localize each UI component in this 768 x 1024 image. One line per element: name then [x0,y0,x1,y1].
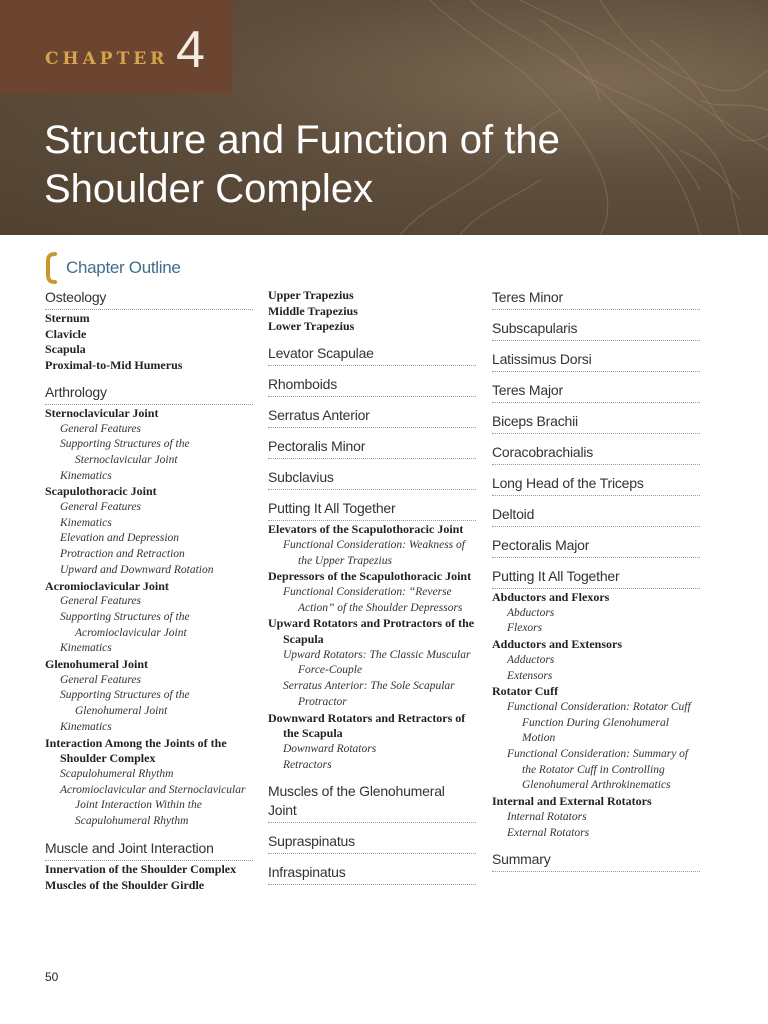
outline-column-1 [45,288,253,893]
outline-section-heading: Arthrology [45,383,253,405]
chapter-label-box [0,0,232,94]
outline-subtopic: Kinematics [60,516,112,529]
outline-subtopic: Scapulohumeral Rhythm [60,767,174,780]
outline-section-heading: Subclavius [268,468,476,490]
outline-section-heading: Latissimus Dorsi [492,350,700,372]
outline-topic: Internal and External Rotators [492,794,652,809]
outline-subtopic: Functional Consideration: Weakness of the Upper Trapezius [283,538,465,567]
outline-section-heading: Levator Scapulae [268,344,476,366]
bracket-icon [44,252,58,284]
outline-section-heading: Summary [492,850,700,872]
outline-subtopic: Kinematics [60,720,112,733]
outline-section-heading: Pectoralis Minor [268,437,476,459]
outline-section-heading: Putting It All Together [268,499,476,521]
outline-section-heading: Biceps Brachii [492,412,700,434]
outline-subtopic: Kinematics [60,469,112,482]
outline-topic: Muscles of the Shoulder Girdle [45,877,205,892]
outline-section-heading: Supraspinatus [268,832,476,854]
outline-section-heading: Coracobrachialis [492,443,700,465]
outline-subtopic: Retractors [283,758,332,771]
outline-topic: Clavicle [45,326,87,341]
outline-topic: Sternoclavicular Joint [45,405,159,420]
outline-subtopic: Abductors [507,606,555,619]
outline-section-heading: Osteology [45,288,253,310]
outline-section-heading: Muscle and Joint Interaction [45,839,253,861]
outline-subtopic: Functional Consideration: Rotator Cuff Function During Glenohumeral Motion [507,700,691,745]
page-number: 50 [45,970,59,984]
chapter-number: 4 [176,21,205,79]
outline-subtopic: External Rotators [507,826,590,839]
outline-subtopic: Kinematics [60,642,112,655]
outline-section-heading: Infraspinatus [268,863,476,885]
outline-topic: Elevators of the Scapulothoracic Joint [268,522,464,537]
outline-section-heading: Serratus Anterior [268,406,476,428]
outline-section-heading: Deltoid [492,505,700,527]
outline-subtopic: Upward Rotators: The Classic Muscular Force-Couple [283,648,471,677]
outline-topic: Proximal-to-Mid Humerus [45,358,183,373]
outline-topic: Depressors of the Scapulothoracic Joint [268,569,472,584]
outline-subtopic: General Features [60,501,142,514]
outline-column-3 [492,288,700,873]
outline-subtopic: Adductors [507,653,555,666]
outline-subtopic: Functional Consideration: Summary of the Rotator Cuff in Controlling Glenohumeral Arthrokinematics [507,748,689,792]
outline-subtopic: Elevation and Depression [60,532,180,545]
outline-topic: Sternum [45,311,90,325]
outline-topic: Upward Rotators and Protractors of the Scapula [268,616,475,647]
outline-subtopic: General Features [60,595,142,608]
outline-subtopic: Extensors [507,669,553,682]
outline-subtopic: Protraction and Retraction [60,548,185,561]
outline-subtopic: Serratus Anterior: The Sole Scapular Protractor [283,680,455,708]
outline-subtopic: Downward Rotators [283,742,377,755]
outline-section-heading: Rhomboids [268,375,476,397]
outline-section-heading: Subscapularis [492,319,700,341]
outline-topic: Innervation of the Shoulder Complex [45,861,237,876]
outline-subtopic: Flexors [507,622,543,635]
outline-topic: Upper Trapezius [268,288,354,302]
outline-subtopic: Internal Rotators [507,810,587,823]
outline-topic: Rotator Cuff [492,684,559,699]
outline-subtopic: Supporting Structures of the Sternoclavicular Joint [60,438,190,466]
outline-section-heading: Teres Major [492,381,700,403]
outline-topic: Interaction Among the Joints of the Shoulder Complex [45,735,227,766]
outline-topic: Glenohumeral Joint [45,657,149,672]
outline-topic: Middle Trapezius [268,303,358,318]
outline-subtopic: Functional Consideration: “Reverse Action” of the Shoulder Depressors [283,585,463,614]
outline-section-heading: Teres Minor [492,288,700,310]
outline-topic: Adductors and Extensors [492,637,623,652]
chapter-outline-title: Chapter Outline [66,258,181,277]
outline-section-heading: Long Head of the Triceps [492,474,700,496]
outline-topic: Lower Trapezius [268,319,355,334]
page-title: Structure and Function of the Shoulder Complex [44,118,560,211]
outline-subtopic: Supporting Structures of the Acromioclavicular Joint [60,610,190,639]
outline-topic: Scapulothoracic Joint [45,484,157,499]
outline-topic: Acromioclavicular Joint [45,578,169,593]
outline-section-heading: Muscles of the Glenohumeral Joint [268,782,476,823]
outline-section-heading: Pectoralis Major [492,536,700,558]
chapter-banner [0,0,768,235]
outline-section-heading: Putting It All Together [492,567,700,589]
outline-subtopic: Upward and Downward Rotation [60,563,214,576]
outline-topic: Downward Rotators and Retractors of the Scapula [268,710,466,741]
outline-subtopic: Acromioclavicular and Sternoclavicular Joint Interaction Within the Scapulohumeral Rhythm [60,783,246,828]
chapter-label: CHAPTER [45,49,169,69]
outline-subtopic: General Features [60,673,142,686]
outline-subtopic: General Features [60,422,142,435]
outline-topic: Scapula [45,342,86,357]
outline-column-2 [268,288,476,886]
outline-subtopic: Supporting Structures of the Glenohumeral Joint [60,689,190,718]
outline-topic: Abductors and Flexors [492,590,610,604]
